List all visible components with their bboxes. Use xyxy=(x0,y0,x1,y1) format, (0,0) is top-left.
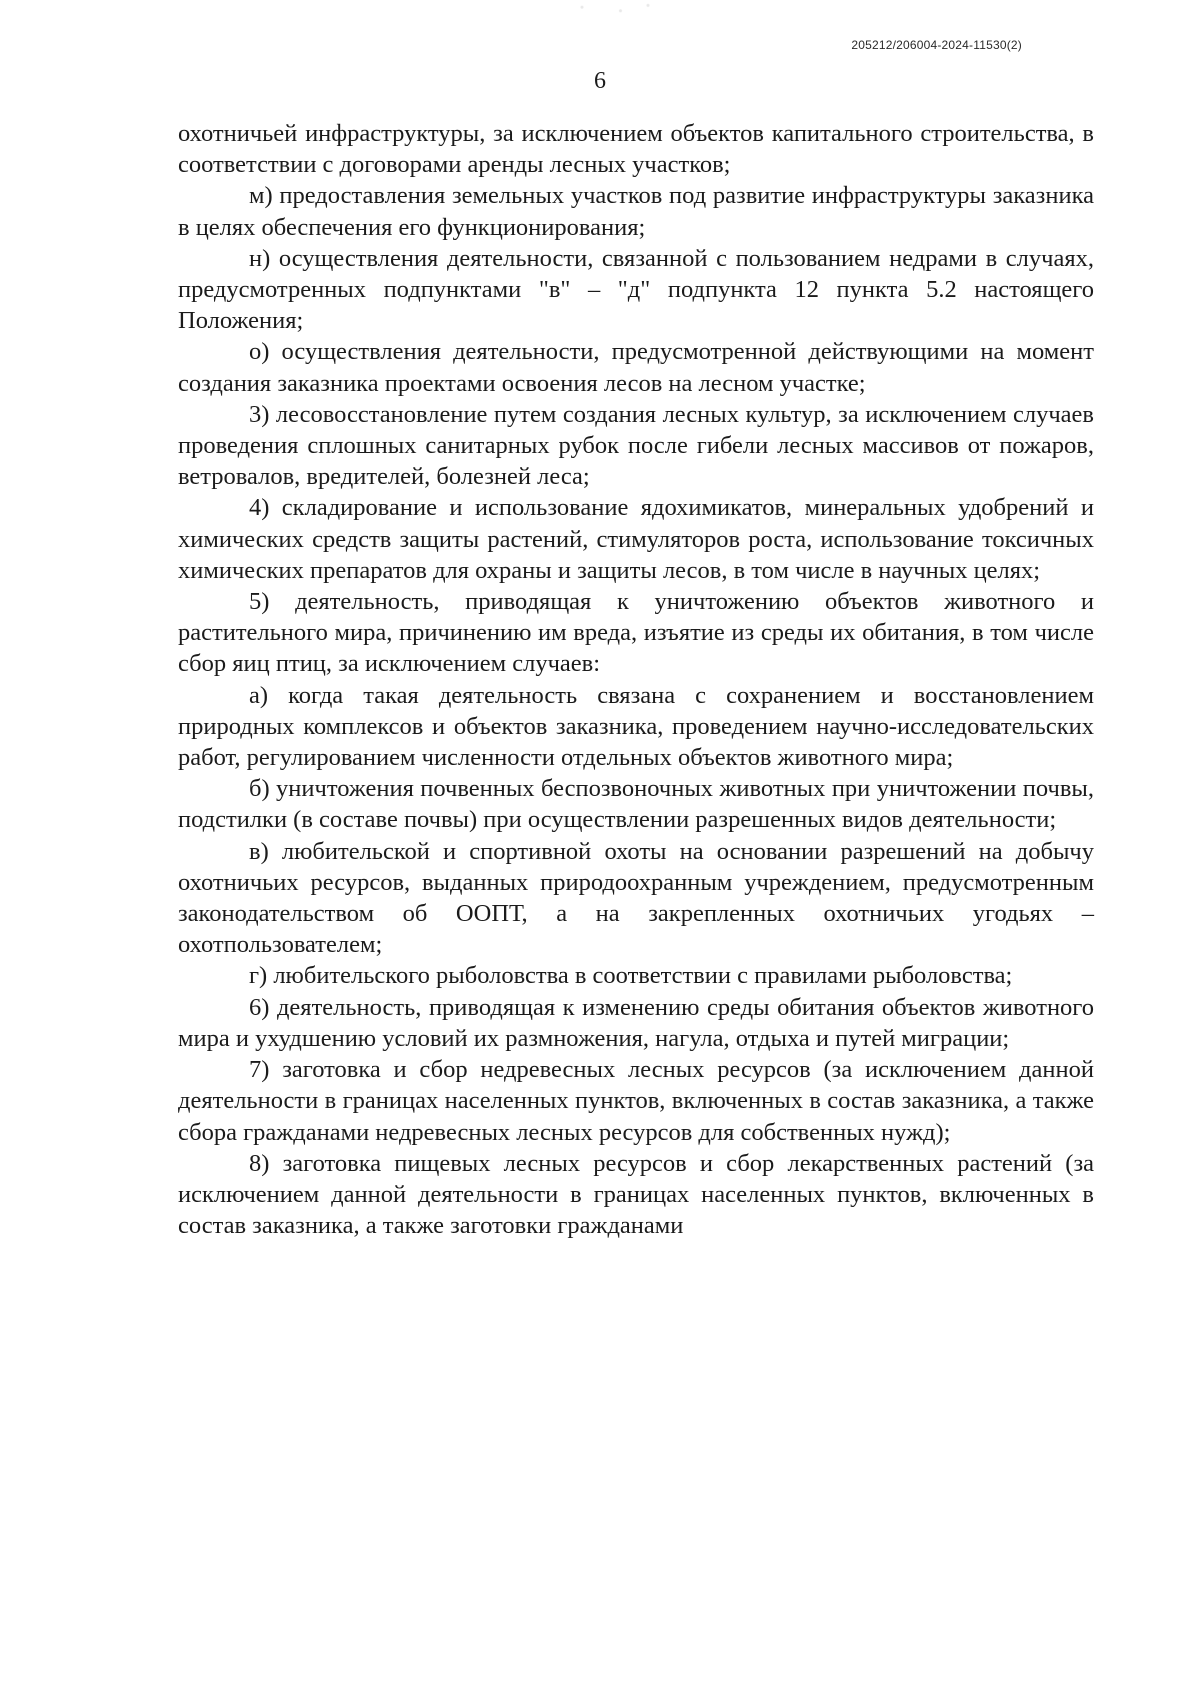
paragraph-subitem-g: г) любительского рыболовства в соответствии с правилами рыболовства; xyxy=(249,962,1013,990)
paragraph-subitem-a: а) когда такая деятельность связана с сохранением и восстановлением природных комплексов и объектов заказника, проведением научно-исследовательских работ, регулированием численности отдельных объектов животного мира; xyxy=(178,681,1094,772)
paragraph-subitem-v: в) любительской и спортивной охоты на основании разрешений на добычу охотничьих ресурсов, выданных природоохранным учреждением, предусмотренным законодательством об ООПТ, а на закрепленных охотничьих угодьях – охотпользователем; xyxy=(178,837,1094,959)
paragraph-continuation: охотничьей инфраструктуры, за исключением объектов капитального строительства, в соответствии с договорами аренды лесных участков; xyxy=(178,120,1094,179)
page-number: 6 xyxy=(594,68,606,94)
paragraph-item-n: н) осуществления деятельности, связанной с пользованием недрами в случаях, предусмотренных подпунктами "в" – "д" подпункта 12 пункта 5.2 настоящего Положения; xyxy=(178,244,1094,335)
paragraph-subitem-b: б) уничтожения почвенных беспозвоночных животных при уничтожении почвы, подстилки (в составе почвы) при осуществлении разрешенных видов деятельности; xyxy=(178,775,1094,834)
document-id: 205212/206004-2024-11530(2) xyxy=(851,38,1022,52)
scan-artifact xyxy=(560,0,670,18)
paragraph-item-m: м) предоставления земельных участков под развитие инфраструктуры заказника в целях обеспечения его функционирования; xyxy=(178,182,1094,241)
paragraph-item-5: 5) деятельность, приводящая к уничтожению объектов животного и растительного мира, причинению им вреда, изъятие из среды их обитания, в том числе сбор яиц птиц, за исключением случаев: xyxy=(178,588,1094,678)
paragraph-item-4: 4) складирование и использование ядохимикатов, минеральных удобрений и химических средств защиты растений, стимуляторов роста, использование токсичных химических препаратов для охраны и защиты лесов, в том числе в научных целях; xyxy=(178,494,1094,584)
paragraph-item-6: 6) деятельность, приводящая к изменению среды обитания объектов животного мира и ухудшению условий их размножения, нагула, отдыха и путей миграции; xyxy=(178,993,1094,1052)
paragraph-item-o: о) осуществления деятельности, предусмотренной действующими на момент создания заказника проектами освоения лесов на лесном участке; xyxy=(178,338,1094,397)
paragraph-item-3: 3) лесовосстановление путем создания лесных культур, за исключением случаев проведения сплошных санитарных рубок после гибели лесных массивов от пожаров, ветровалов, вредителей, болезней леса; xyxy=(178,400,1094,491)
document-body xyxy=(178,118,1094,1241)
paragraph-item-7: 7) заготовка и сбор недревесных лесных ресурсов (за исключением данной деятельности в границах населенных пунктов, включенных в состав заказника, а также сбора гражданами недревесных лесных ресурсов для собственных нужд); xyxy=(178,1056,1094,1146)
paragraph-item-8: 8) заготовка пищевых лесных ресурсов и сбор лекарственных растений (за исключением данной деятельности в границах населенных пунктов, включенных в состав заказника, а также заготовки гражданами xyxy=(178,1149,1094,1240)
